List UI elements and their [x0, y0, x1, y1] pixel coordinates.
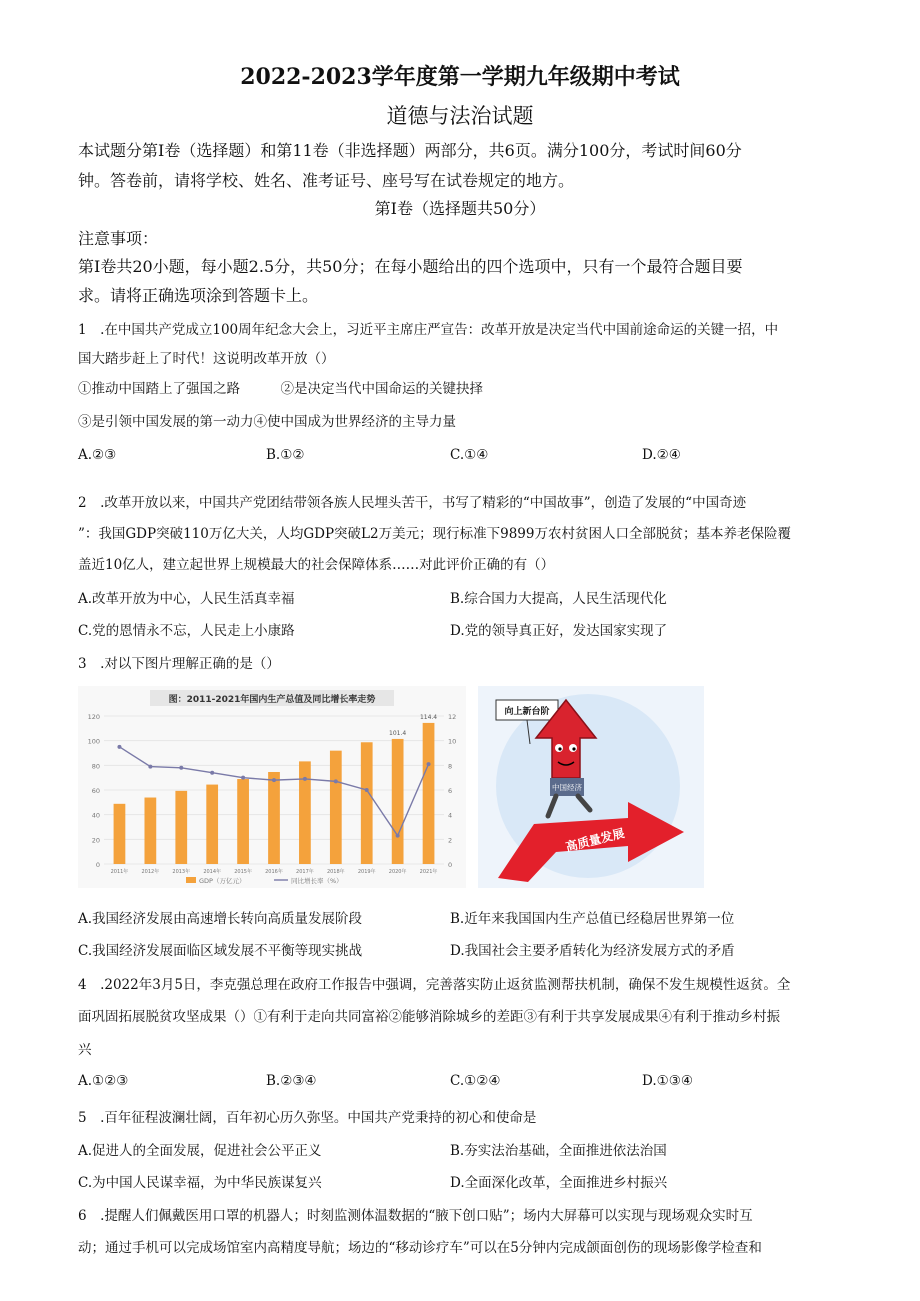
- intro-line-1: 本试题分第I卷（选择题）和第11卷（非选择题）两部分，共6页。满分100分，考试时间60分: [78, 141, 742, 160]
- y-left-tick-label: 80: [91, 762, 100, 771]
- gdp-bar: [330, 751, 342, 864]
- q5-option-b: B.夯实法治基础，全面推进依法治国: [450, 1143, 667, 1159]
- intro-line-2: 钟。答卷前，请将学校、姓名、准考证号、座号写在试卷规定的地方。: [78, 171, 575, 190]
- q4-option-b: B.②③④: [266, 1073, 317, 1089]
- q5-option-c: C.为中国人民谋幸福，为中华民族谋复兴: [78, 1175, 322, 1191]
- exam-title: 2022-2023学年度第一学期九年级期中考试: [240, 64, 680, 90]
- growth-rate-point: [365, 788, 369, 792]
- x-tick-label: 2021年: [419, 869, 438, 875]
- x-tick-label: 2012年: [141, 869, 160, 875]
- q1-statement-1: ①推动中国踏上了强国之路 ②是决定当代中国命运的关键抉择: [78, 381, 483, 397]
- q2-option-d: D.党的领导真正好，发达国家实现了: [450, 623, 668, 639]
- bar-value-label: 114.4: [419, 713, 438, 721]
- y-right-tick-label: 12: [448, 713, 457, 721]
- pupil-right: [572, 747, 575, 750]
- gdp-bar: [361, 742, 373, 864]
- q2-option-b: B.综合国力大提高，人民生活现代化: [450, 591, 667, 607]
- y-left-tick-label: 20: [91, 836, 100, 845]
- sign-text: 向上新台阶: [504, 707, 550, 717]
- cartoon-svg: [478, 686, 704, 888]
- x-tick-label: 2016年: [265, 869, 283, 875]
- q1-option-b: B.①②: [266, 447, 305, 463]
- y-right-tick-label: 2: [448, 836, 453, 845]
- notes-line-2: 求。请将正确选项涂到答题卡上。: [78, 286, 319, 305]
- gdp-bar: [144, 798, 156, 864]
- q1-statement-2: ③是引领中国发展的第一动力④使中国成为世界经济的主导力量: [78, 414, 456, 430]
- bar-value-label: 101.4: [389, 729, 407, 737]
- y-right-tick-label: 4: [448, 811, 453, 820]
- q3-option-d: D.我国社会主要矛盾转化为经济发展方式的矛盾: [450, 943, 735, 959]
- q4-line-1: 4 .2022年3月5日，李克强总理在政府工作报告中强调，完善落实防止返贫监测帮扶机制，确保不发生规模性返贫。全: [78, 977, 791, 993]
- q1-option-a: A.②③: [78, 447, 117, 463]
- y-left-tick-label: 0: [95, 861, 100, 869]
- figure-label: 中国经济: [552, 783, 582, 792]
- q2-line-2: ”：我国GDP突破110万亿大关，人均GDP突破L2万美元；现行标准下9899万农村贫困人口全部脱贫；基本养老保险覆: [78, 526, 791, 542]
- x-tick-label: 2017年: [296, 869, 314, 875]
- growth-rate-point: [210, 771, 214, 775]
- x-tick-label: 2015年: [234, 869, 252, 875]
- x-tick-label: 2020年: [388, 869, 407, 875]
- arrow-label: 高质量发展: [564, 826, 626, 855]
- gdp-bar: [392, 739, 404, 864]
- y-right-tick-label: 10: [448, 737, 457, 746]
- section1-title: 第I卷（选择题共50分）: [374, 199, 546, 218]
- y-right-tick-label: 0: [448, 861, 453, 869]
- q2-line-3: 盖近10亿人，建立起世界上规模最大的社会保障体系……对此评价正确的有（）: [78, 557, 555, 573]
- gdp-bar: [114, 804, 126, 864]
- q1-line-2: 国大踏步赶上了时代！这说明改革开放（）: [78, 351, 335, 367]
- pupil-left: [558, 747, 561, 750]
- q1-option-d: D.②④: [642, 447, 681, 463]
- q4-option-a: A.①②③: [78, 1073, 129, 1089]
- q1-option-c: C.①④: [450, 447, 489, 463]
- y-right-tick-label: 8: [448, 762, 453, 771]
- y-left-tick-label: 60: [91, 787, 100, 795]
- growth-rate-point: [427, 762, 431, 766]
- y-left-tick-label: 100: [87, 737, 100, 746]
- notes-line-1: 第I卷共20小题，每小题2.5分，共50分；在每小题给出的四个选项中，只有一个最符合题目要: [78, 257, 743, 276]
- economy-cartoon: [478, 686, 704, 888]
- growth-rate-point: [117, 745, 121, 749]
- x-tick-label: 2011年: [110, 869, 129, 875]
- chart-title: 图：2011-2021年国内生产总值及同比增长率走势: [168, 695, 376, 705]
- q4-option-d: D.①③④: [642, 1073, 693, 1089]
- q1-line-1: 1 .在中国共产党成立100周年纪念大会上，习近平主席庄严宣告：改革开放是决定当代中国前途命运的关键一招，中: [78, 322, 779, 338]
- q6-line-2: 动；通过手机可以完成场馆室内高精度导航；场边的“移动诊疗车”可以在5分钟内完成颌面创伤的现场影像学检查和: [78, 1240, 762, 1256]
- gdp-bar: [299, 761, 311, 864]
- x-tick-label: 2013年: [172, 869, 191, 875]
- gdp-bar: [237, 779, 249, 864]
- exam-subject: 道德与法治试题: [386, 104, 534, 128]
- q3-option-c: C.我国经济发展面临区域发展不平衡等现实挑战: [78, 943, 363, 959]
- q6-line-1: 6 .提醒人们佩戴医用口罩的机器人；时刻监测体温数据的“腋下创口贴”；场内大屏幕可以实现与现场观众实时互: [78, 1208, 753, 1224]
- q5-option-a: A.促进人的全面发展，促进社会公平正义: [78, 1143, 322, 1159]
- q4-line-3: 兴: [78, 1042, 92, 1058]
- q3-line-1: 3 .对以下图片理解正确的是（）: [78, 656, 280, 672]
- q2-option-c: C.党的恩情永不忘，人民走上小康路: [78, 623, 295, 639]
- q3-figure: [78, 686, 704, 888]
- growth-rate-point: [303, 777, 307, 781]
- gdp-bar: [268, 772, 280, 864]
- gdp-bar: [175, 791, 187, 864]
- gdp-chart: [78, 686, 466, 888]
- gdp-bar: [423, 723, 435, 864]
- growth-rate-point: [148, 765, 152, 769]
- y-right-tick-label: 6: [448, 787, 453, 795]
- y-left-tick-label: 120: [87, 713, 100, 721]
- gdp-bar: [206, 785, 218, 864]
- legend-gdp-swatch: [186, 877, 196, 883]
- growth-rate-point: [179, 766, 183, 770]
- growth-rate-point: [272, 778, 276, 782]
- x-tick-label: 2018年: [326, 869, 345, 875]
- q2-line-1: 2 .改革开放以来，中国共产党团结带领各族人民埋头苦干，书写了精彩的“中国故事”，创造了发展的“中国奇迹: [78, 495, 747, 511]
- growth-rate-point: [334, 779, 338, 783]
- y-left-tick-label: 40: [91, 811, 100, 820]
- q5-option-d: D.全面深化改革，全面推进乡村振兴: [450, 1175, 668, 1191]
- legend-gdp-label: GDP（万亿元）: [199, 877, 246, 885]
- q4-option-c: C.①②④: [450, 1073, 501, 1089]
- growth-rate-point: [241, 776, 245, 780]
- q2-option-a: A.改革开放为中心，人民生活真幸福: [78, 591, 295, 607]
- legend-growth-label: 同比增长率（%）: [291, 877, 343, 885]
- q3-option-a: A.我国经济发展由高速增长转向高质量发展阶段: [78, 911, 363, 927]
- q5-line-1: 5 .百年征程波澜壮阔，百年初心历久弥坚。中国共产党秉持的初心和使命是: [78, 1110, 537, 1126]
- x-tick-label: 2014年: [203, 869, 222, 875]
- gdp-chart-svg: [78, 686, 466, 888]
- q3-option-b: B.近年来我国国内生产总值已经稳居世界第一位: [450, 911, 735, 927]
- q4-line-2: 面巩固拓展脱贫攻坚成果（）①有利于走向共同富裕②能够消除城乡的差距③有利于共享发展成果④有利于推动乡村振: [78, 1009, 780, 1025]
- growth-rate-point: [396, 834, 400, 838]
- x-tick-label: 2019年: [357, 869, 376, 875]
- notes-label: 注意事项：: [78, 229, 159, 248]
